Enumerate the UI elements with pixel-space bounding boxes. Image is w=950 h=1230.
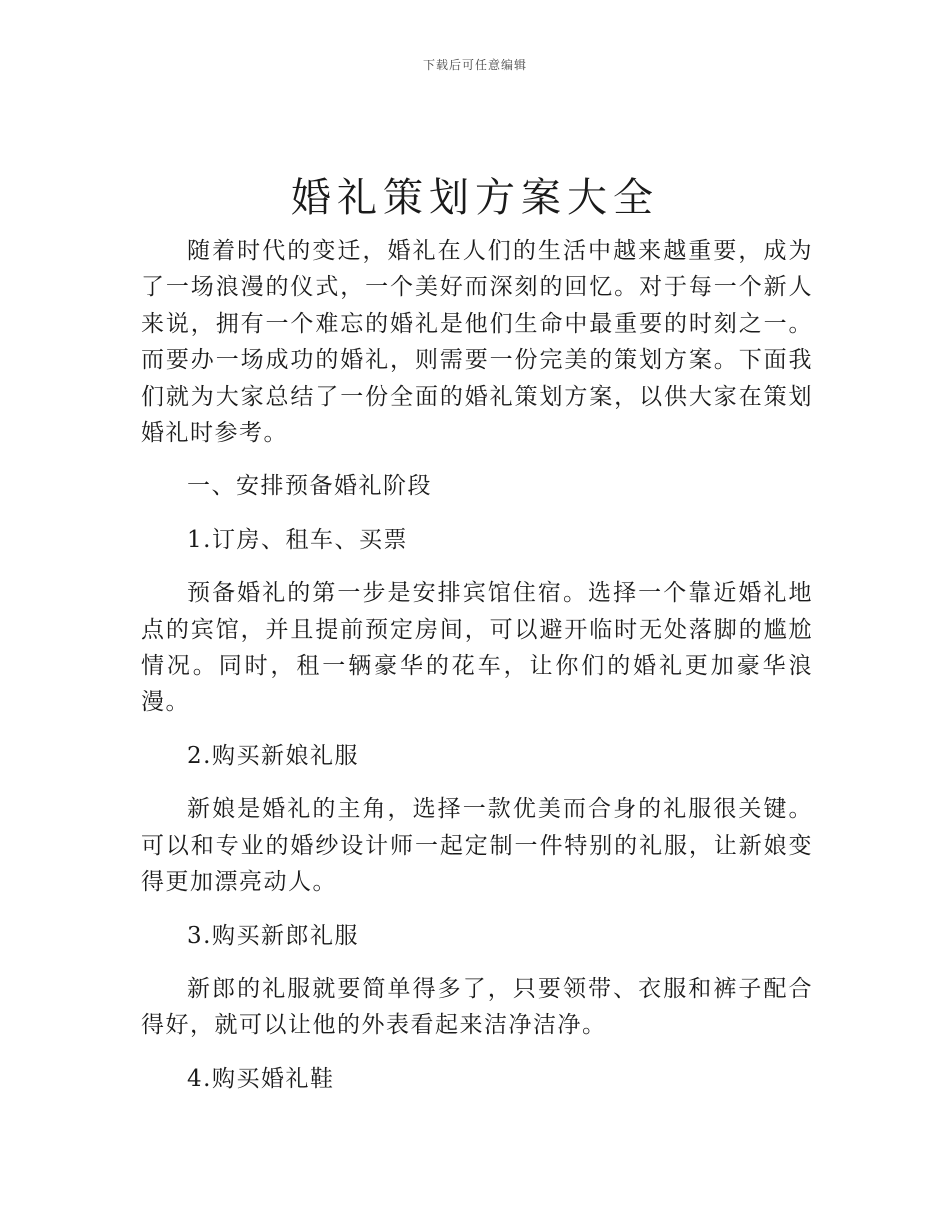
header-note: 下载后可任意编辑: [422, 58, 527, 72]
item-body-2: 新娘是婚礼的主角，选择一款优美而合身的礼服很关键。可以和专业的婚纱设计师一起定制一件特别的礼服，让新娘变得更加漂亮动人。: [141, 796, 813, 896]
document-title: 婚礼策划方案大全: [291, 175, 659, 221]
document-body: [141, 233, 813, 1114]
item-heading-4: 4.购买婚礼鞋: [187, 1065, 335, 1092]
item-heading-1: 1.订房、租车、买票: [187, 526, 408, 553]
item-heading-3: 3.购买新郎礼服: [187, 922, 359, 949]
item-heading-2: 2.购买新娘礼服: [187, 742, 359, 769]
item-body-3: 新郎的礼服就要简单得多了，只要领带、衣服和裤子配合得好，就可以让他的外表看起来洁净洁净。: [141, 975, 813, 1039]
item-body-1: 预备婚礼的第一步是安排宾馆住宿。选择一个靠近婚礼地点的宾馆，并且提前预定房间，可以避开临时无处落脚的尴尬情况。同时，租一辆豪华的花车，让你们的婚礼更加豪华浪漫。: [141, 580, 813, 716]
section-heading: 一、安排预备婚礼阶段: [187, 473, 432, 500]
intro-paragraph: 随着时代的变迁，婚礼在人们的生活中越来越重要，成为了一场浪漫的仪式，一个美好而深刻的回忆。对于每一个新人来说，拥有一个难忘的婚礼是他们生命中最重要的时刻之一。而要办一场成功的婚礼，则需要一份完美的策划方案。下面我们就为大家总结了一份全面的婚礼策划方案，以供大家在策划婚礼时参考。: [141, 238, 813, 447]
